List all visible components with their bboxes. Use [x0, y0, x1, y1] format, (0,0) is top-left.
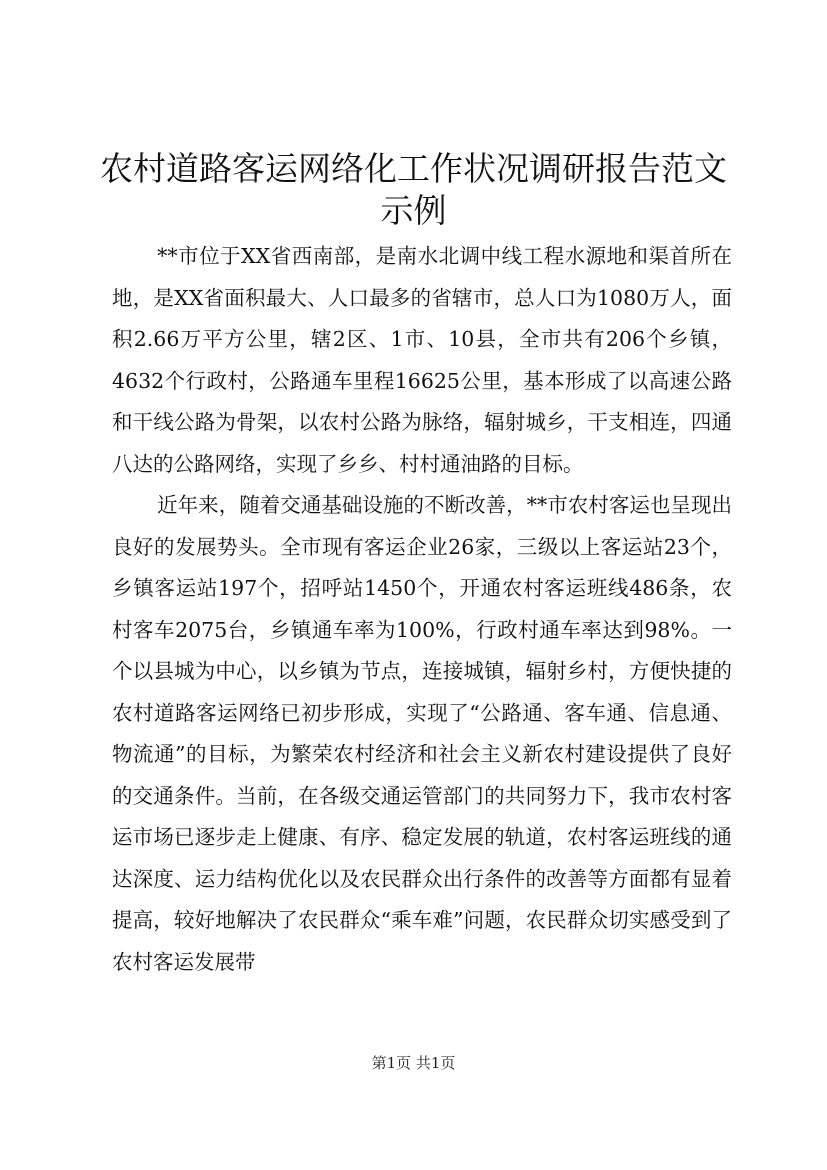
document-body	[112, 236, 732, 983]
paragraph-2: 近年来，随着交通基础设施的不断改善，**市农村客运也呈现出良好的发展势头。全市现有客运企业26家，三级以上客运站23个，乡镇客运站197个，招呼站1450个，开通农村客运班线486条，农村客车2075台，乡镇通车率为100%，行政村通车率达到98%。一个以县城为中心，以乡镇为节点，连接城镇，辐射乡村，方便快捷的农村道路客运网络已初步形成，实现了“公路通、客车通、信息通、物流通”的目标，为繁荣农村经济和社会主义新农村建设提供了良好的交通条件。当前，在各级交通运管部门的共同努力下，我市农村客运市场已逐步走上健康、有序、稳定发展的轨道，农村客运班线的通达深度、运力结构优化以及农民群众出行条件的改善等方面都有显着提高，较好地解决了农民群众“乘车难”问题，农民群众切实感受到了农村客运发展带	[112, 493, 732, 974]
paragraph-1: **市位于XX省西南部，是南水北调中线工程水源地和渠首所在地，是XX省面积最大、人口最多的省辖市，总人口为1080万人，面积2.66万平方公里，辖2区、1市、10县，全市共有206个乡镇，4632个行政村，公路通车里程16625公里，基本形成了以高速公路和干线公路为骨架，以农村公路为脉络，辐射城乡，干支相连，四通八达的公路网络，实现了乡乡、村村通油路的目标。	[112, 244, 732, 476]
document-title: 农村道路客运网络化工作状况调研报告范文示例	[100, 149, 727, 230]
page-footer: 第1页 共1页	[371, 1054, 456, 1072]
